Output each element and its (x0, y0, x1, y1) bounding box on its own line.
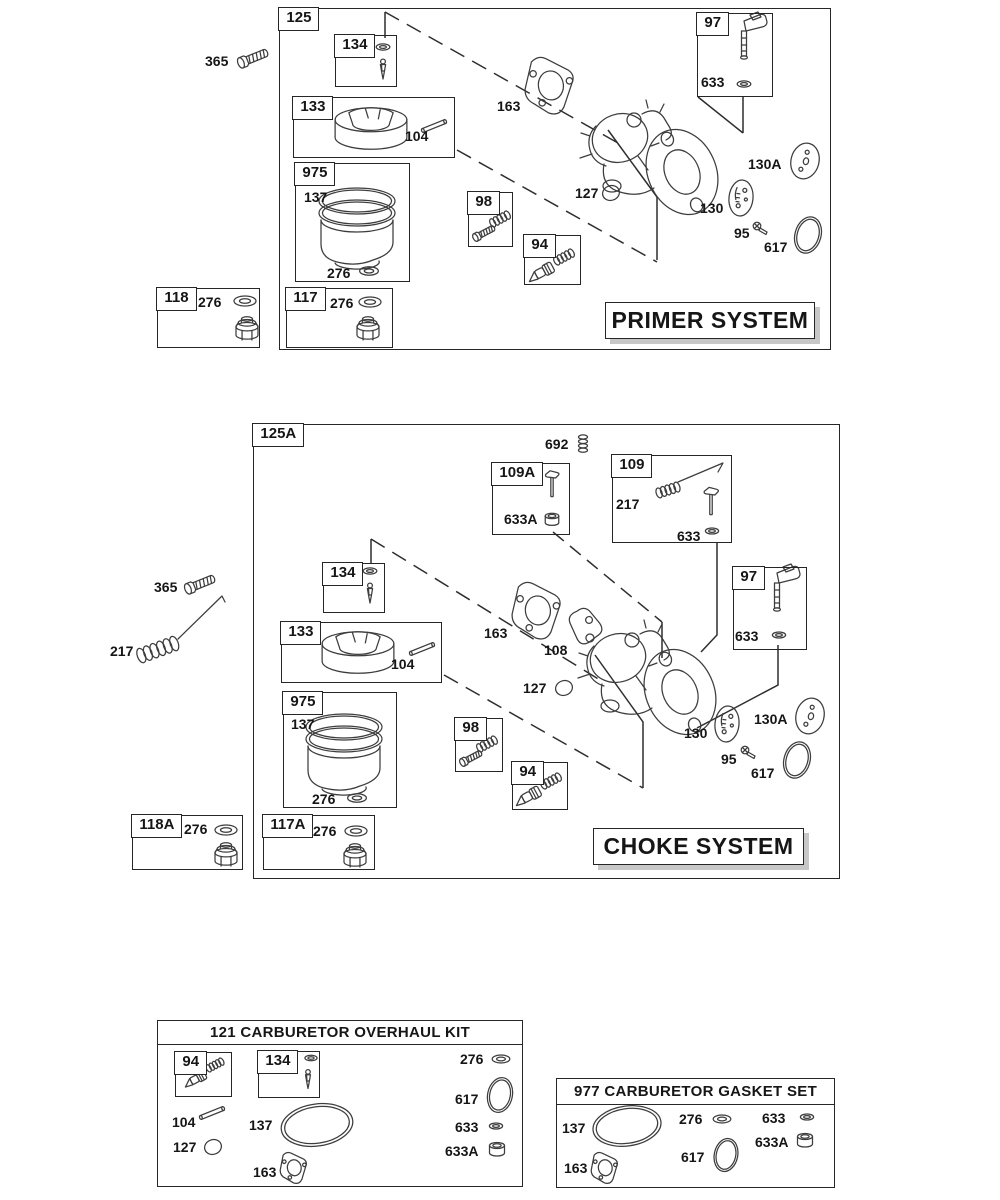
box-94-kit-label: 94 (174, 1051, 207, 1075)
gasket-set-title: 977 CARBURETOR GASKET SET (557, 1079, 834, 1105)
part-label-276-117A: 276 (313, 823, 337, 839)
part-label-163-choke: 163 (484, 625, 508, 641)
part-label-130-choke: 130 (684, 725, 708, 741)
screw-365-icon (236, 47, 269, 69)
part-label-137-choke: 137 (291, 716, 315, 732)
box-98-choke-label: 98 (454, 717, 487, 741)
choke-box-id: 125A (252, 423, 304, 447)
part-label-276-118A: 276 (184, 821, 208, 837)
box-134-primer-label: 134 (334, 34, 375, 58)
box-134-kit (258, 1051, 320, 1098)
part-label-633A-109A: 633A (504, 511, 538, 527)
box-118-label: 118 (156, 287, 196, 311)
part-label-276-bowl-primer: 276 (327, 265, 351, 281)
part-label-217-109: 217 (616, 496, 640, 512)
box-117-label: 117 (285, 287, 325, 311)
box-975-choke (283, 692, 397, 808)
box-134-choke (323, 563, 385, 613)
part-label-104-choke: 104 (391, 656, 415, 672)
box-118A-label: 118A (131, 814, 182, 838)
choke-system-title: CHOKE SYSTEM (603, 833, 794, 859)
box-975-choke-label: 975 (282, 691, 323, 715)
part-label-104-primer: 104 (405, 128, 429, 144)
part-label-692: 692 (545, 436, 569, 452)
part-label-276-117: 276 (330, 295, 354, 311)
part-label-276-kit: 276 (460, 1051, 484, 1067)
box-133-primer (293, 97, 455, 158)
part-label-276-set: 276 (679, 1111, 703, 1127)
part-label-633-97-choke: 633 (735, 628, 759, 644)
part-label-365-primer: 365 (205, 53, 229, 69)
spring-217-choke-icon (135, 596, 225, 664)
part-label-617-primer: 617 (764, 239, 788, 255)
part-label-130-primer: 130 (700, 200, 724, 216)
part-label-137-primer: 137 (304, 189, 328, 205)
part-label-127-kit: 127 (173, 1139, 197, 1155)
box-134-primer (335, 35, 397, 87)
box-975-primer (295, 163, 410, 282)
part-label-633-kit: 633 (455, 1119, 479, 1135)
box-94-choke (512, 762, 568, 810)
part-label-633-109: 633 (677, 528, 701, 544)
primer-box-id: 125 (278, 7, 319, 31)
box-117A-label: 117A (262, 814, 313, 838)
primer-system-title: PRIMER SYSTEM (611, 307, 809, 333)
primer-system-title-plate (605, 302, 815, 339)
box-94-primer-label: 94 (523, 234, 556, 258)
box-109-label: 109 (611, 454, 652, 478)
part-label-108: 108 (544, 642, 568, 658)
box-94-choke-label: 94 (511, 761, 544, 785)
box-975-primer-label: 975 (294, 162, 335, 186)
box-133-choke (281, 622, 442, 683)
box-98-primer-label: 98 (467, 191, 500, 215)
box-94-primer (524, 235, 581, 285)
part-label-633A-set: 633A (755, 1134, 789, 1150)
part-label-127-primer: 127 (575, 185, 599, 201)
part-label-276-118: 276 (198, 294, 222, 310)
part-label-130A-primer: 130A (748, 156, 782, 172)
part-label-163-primer: 163 (497, 98, 521, 114)
part-label-276-bowl-choke: 276 (312, 791, 336, 807)
gasket-set-box (556, 1078, 835, 1188)
box-133-primer-label: 133 (292, 96, 333, 120)
box-109A-label: 109A (491, 462, 543, 486)
part-label-617-set: 617 (681, 1149, 705, 1165)
box-97-primer-label: 97 (696, 12, 729, 36)
part-label-617-kit: 617 (455, 1091, 479, 1107)
part-label-137-set: 137 (562, 1120, 586, 1136)
part-label-130A-choke: 130A (754, 711, 788, 727)
part-label-633A-kit: 633A (445, 1143, 479, 1159)
part-label-163-kit: 163 (253, 1164, 277, 1180)
part-label-365-choke: 365 (154, 579, 178, 595)
box-134-kit-label: 134 (257, 1050, 298, 1074)
part-label-127-choke: 127 (523, 680, 547, 696)
part-label-104-kit: 104 (172, 1114, 196, 1130)
box-98-primer (468, 192, 513, 247)
box-97-choke-label: 97 (732, 566, 765, 590)
part-label-633-set: 633 (762, 1110, 786, 1126)
part-label-633-primer: 633 (701, 74, 725, 90)
box-134-choke-label: 134 (322, 562, 363, 586)
overhaul-kit-title: 121 CARBURETOR OVERHAUL KIT (158, 1021, 522, 1045)
part-label-217-choke: 217 (110, 643, 134, 659)
part-label-95-choke: 95 (721, 751, 737, 767)
part-label-95-primer: 95 (734, 225, 750, 241)
screw-365-choke-icon (183, 573, 216, 595)
choke-system-title-plate (593, 828, 804, 865)
part-label-137-kit: 137 (249, 1117, 273, 1133)
box-133-choke-label: 133 (280, 621, 321, 645)
part-label-163-set: 163 (564, 1160, 588, 1176)
part-label-617-choke: 617 (751, 765, 775, 781)
box-98-choke (455, 718, 503, 772)
box-94-kit (175, 1052, 232, 1097)
